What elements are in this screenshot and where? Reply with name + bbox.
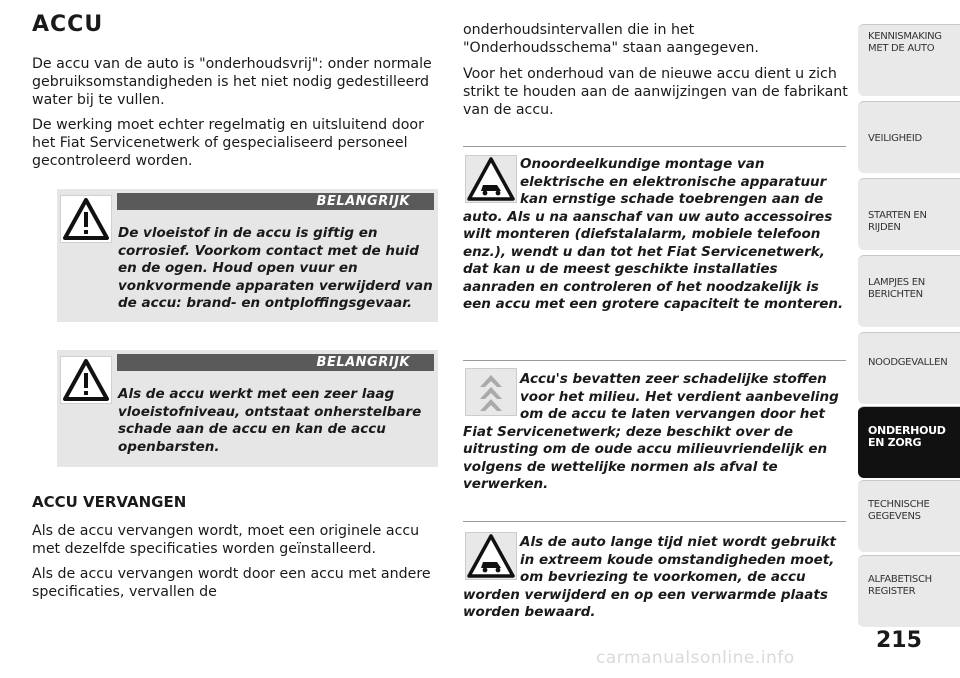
tab-technische[interactable] [858,480,960,552]
maintenance-paragraph: Voor het onderhoud van de nieuwe accu dient u zich strikt te houden aan de aanwijzingen van de fabrikant van de accu. [463,66,848,118]
warning-text-2-content: Als de accu werkt met een zeer laag vloeistofniveau, ontstaat onherstelbare schade aan de accu en kan de accu openbarsten. [118,386,422,455]
tab-label: ONDERHOUD EN ZORG [868,424,946,449]
page-heading: ACCU [32,12,104,37]
note-2-body: Accu's bevatten zeer schadelijke stoffen voor het milieu. Het verdient aanbeveling om de accu te laten vervangen door het Fiat Servicenetwerk; deze beschikt over de uitrusting om de oude accu milieuvriendelijk en volgens de wettelijke normen als afval te verwerken. [463,371,839,492]
warning-label: BELANGRIJK [117,354,434,371]
replace-paragraph: Als de accu vervangen wordt, moet een originele accu met dezelfde specificaties worden geïnstalleerd. [32,523,420,557]
warning-text-1 [32,225,436,313]
section-subheading: ACCU VERVANGEN [32,493,187,511]
tab-alfabetisch[interactable] [858,555,960,627]
check-paragraph: De werking moet echter regelmatig en uitsluitend door het Fiat Servicenetwerk of gespecialiseerd personeel gecontroleerd worden. [32,117,424,169]
tab-label: ALFABETISCH REGISTER [868,574,932,597]
tab-veiligheid[interactable] [858,101,960,173]
tab-label: VEILIGHEID [868,133,922,144]
intervals-paragraph: onderhoudsintervallen die in het "Onderhoudsschema" staan aangegeven. [463,22,759,56]
tab-label: KENNISMAKING MET DE AUTO [868,31,942,54]
note-1-body: Onoordeelkundige montage van elektrische en elektronische apparatuur kan ernstige schade toebrengen aan de auto. Als u na aanschaf van uw auto accessoires wilt monteren (diefstalalarm, mobiele telefoon enz.), wendt u dan tot het Fiat Servicenetwerk, dat kan u de meest geschikte installaties aanraden en controleren of het noodzakelijk is een accu met een grotere capaciteit te monteren. [463,156,844,312]
note-text-1-content [463,156,848,314]
tab-label: TECHNISCHE GEGEVENS [868,499,930,522]
tab-lampjes[interactable] [858,255,960,327]
warning-label: BELANGRIJK [117,193,434,210]
tab-label: LAMPJES EN BERICHTEN [868,277,925,300]
tab-noodgevallen[interactable] [858,332,960,404]
tab-label: STARTEN EN RIJDEN [868,210,927,233]
tab-kennismaking[interactable] [858,24,960,96]
separator [463,521,846,522]
page-number: 215 [876,628,922,653]
specs-paragraph: Als de accu vervangen wordt door een accu met andere specificaties, vervallen de [32,566,431,600]
separator [463,146,846,147]
tab-label: NOODGEVALLEN [868,357,948,368]
tab-starten[interactable] [858,178,960,250]
note-text-1 [463,156,848,314]
note-text-2 [463,371,848,494]
warning-text-1-content: De vloeistof in de accu is giftig en corrosief. Voorkom contact met de huid en de ogen. Houd open vuur en vonkvormende apparaten verwijderd van de accu: brand- en ontploffingsgevaar. [118,225,433,311]
tab-onderhoud[interactable] [858,406,960,478]
warning-text-2 [32,386,436,456]
separator [463,360,846,361]
watermark: carmanualsonline.info [596,648,795,668]
note-3-body: Als de auto lange tijd niet wordt gebruikt in extreem koude omstandigheden moet, om bevriezing te voorkomen, de accu worden verwijderd en op een verwarmde plaats worden bewaard. [463,534,836,620]
intro-paragraph: De accu van de auto is "onderhoudsvrij": onder normale gebruiksomstandigheden is het niet nodig gedestilleerd water bij te vullen. [32,56,432,108]
note-text-3 [463,534,848,622]
